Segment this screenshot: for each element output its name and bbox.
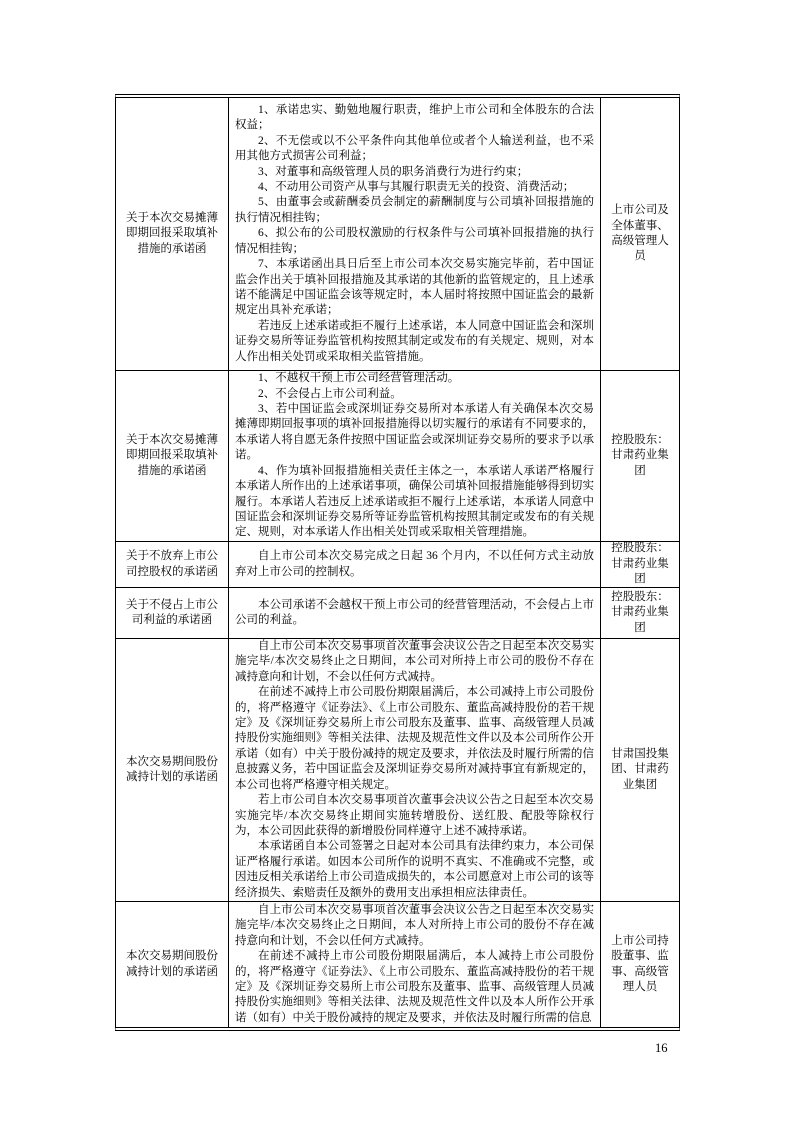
table-row xyxy=(116,98,679,371)
content-paragraph: 自上市公司本次交易完成之日起 36 个月内，不以任何方式主动放弃对上市公司的控制权。 xyxy=(235,550,594,578)
commitment-title-cell: 本次交易期间股份减持计划的承诺函 xyxy=(116,639,229,901)
table-row xyxy=(116,639,679,902)
content-paragraph: 2、不会侵占上市公司利益。 xyxy=(258,387,402,400)
commitment-content-cell xyxy=(229,371,601,541)
content-paragraph: 1、承诺忠实、勤勉地履行职责，维护上市公司和全体股东的合法权益； xyxy=(235,104,594,132)
table-row xyxy=(116,542,679,588)
content-paragraph: 6、拟公布的公司股权激励的行权条件与公司填补回报措施的执行情况相挂钩； xyxy=(235,227,594,255)
commitment-party-cell: 上市公司持股董事、监事、高级管理人员 xyxy=(611,934,669,993)
content-paragraph: 在前述不减持上市公司股份期限届满后，本人减持上市公司股份的，将严格遵守《证券法》、《上市公司股东、董监高减持股份的若干规定》及《深圳证券交易所上市公司股东及董事、监事、高级管理人员减持股份实施细则》等相关法律、法规及规范性文件以及本人所作公开承诺（如有）中关于股份减持的规定及要求，并依法及时履行所需的信息 xyxy=(235,950,594,1024)
content-paragraph: 7、本承诺函出具日后至上市公司本次交易实施完毕前，若中国证监会作出关于填补回报措施及其承诺的其他新的监管规定的，且上述承诺不能满足中国证监会该等规定时，本人届时将按照中国证监会的最新规定出具补充承诺； xyxy=(235,258,594,317)
table-row xyxy=(116,588,679,639)
content-paragraph: 若违反上述承诺或拒不履行上述承诺，本人同意中国证监会和深圳证券交易所等证券监管机构按照其制定或发布的有关规定、规则，对本人作出相关处罚或采取相关监管措施。 xyxy=(235,319,594,363)
content-paragraph: 自上市公司本次交易事项首次董事会决议公告之日起至本次交易实施完毕/本次交易终止之日期间，本人对所持上市公司的股份不存在减持意向和计划，不会以任何方式减持。 xyxy=(235,903,594,947)
content-paragraph: 本承诺函自本公司签署之日起对本公司具有法律约束力，本公司保证严格履行承诺。如因本公司所作的说明不真实、不准确或不完整，或因违反相关承诺给上市公司造成损失的，本公司愿意对上市公司的该等经济损失、索赔责任及额外的费用支出承担相应法律责任。 xyxy=(235,840,594,899)
commitment-party-cell: 甘肃国投集团、甘肃药业集团 xyxy=(611,747,669,791)
content-paragraph: 4、不动用公司资产从事与其履行职责无关的投资、消费活动； xyxy=(258,181,575,194)
commitment-party-cell: 控股股东：甘肃药业集团 xyxy=(611,542,669,586)
content-paragraph: 若上市公司自本次交易事项首次董事会决议公告之日起至本次交易实施完毕/本次交易终止期间实施转增股份、送红股、配股等除权行为，本公司因此获得的新增股份同样遵守上述不减持承诺。 xyxy=(235,794,594,837)
content-paragraph: 4、作为填补回报措施相关责任主体之一，本承诺人承诺严格履行本承诺人所作出的上述承诺事项，确保公司填补回报措施能够得到切实履行。本承诺人若违反上述承诺或拒不履行上述承诺，本承诺人同意中国证监会和深圳证券交易所等证券监管机构按照其制定或发布的有关规定、规则，对本承诺人作出相关处罚或采取相关管理措施。 xyxy=(235,464,594,539)
commitment-party-cell: 控股股东：甘肃药业集团 xyxy=(611,590,669,634)
commitment-title-cell: 关于本次交易摊薄即期回报采取填补措施的承诺函 xyxy=(116,98,229,370)
commitment-title-cell: 本次交易期间股份减持计划的承诺函 xyxy=(116,902,229,1027)
commitment-content-cell xyxy=(229,639,601,901)
commitment-content-cell xyxy=(229,588,601,638)
commitment-content-cell xyxy=(229,98,601,370)
commitment-title-cell: 关于不侵占上市公司利益的承诺函 xyxy=(116,588,229,638)
commitments-table xyxy=(115,94,680,1031)
content-paragraph: 1、不越权干预上市公司经营管理活动。 xyxy=(258,372,460,385)
content-paragraph: 3、对董事和高级管理人员的职务消费行为进行约束； xyxy=(258,165,529,178)
page-number: 16 xyxy=(655,1041,668,1055)
content-paragraph: 3、若中国证监会或深圳证券交易所对本承诺人有关确保本次交易摊薄即期回报事项的填补回报措施得以切实履行的承诺有不同要求的，本承诺人将自愿无条件按照中国证监会或深圳证券交易所的要求予以承诺。 xyxy=(235,403,594,462)
content-paragraph: 5、由董事会或薪酬委员会制定的薪酬制度与公司填补回报措施的执行情况相挂钩； xyxy=(235,196,594,224)
table-row xyxy=(116,371,679,542)
commitment-party-cell: 控股股东：甘肃药业集团 xyxy=(611,433,669,477)
commitment-content-cell xyxy=(229,542,601,587)
table-row xyxy=(116,902,679,1027)
content-paragraph: 自上市公司本次交易事项首次董事会决议公告之日起至本次交易实施完毕/本次交易终止之日期间，本公司对所持上市公司的股份不存在减持意向和计划，不会以任何方式减持。 xyxy=(235,640,594,683)
commitment-title-cell: 关于本次交易摊薄即期回报采取填补措施的承诺函 xyxy=(116,371,229,541)
content-paragraph: 在前述不减持上市公司股份期限届满后，本公司减持上市公司股份的，将严格遵守《证券法》、《上市公司股东、董监高减持股份的若干规定》及《深圳证券交易所上市公司股东及董事、监事、高级管理人员减持股份实施细则》等相关法律、法规及规范性文件以及本公司所作公开承诺（如有）中关于股份减持的规定及要求，并依法及时履行所需的信息披露义务，若中国证监会及深圳证券交易所对减持事宜有新规定的，本公司也将严格遵守相关规定。 xyxy=(235,686,594,791)
commitment-title-cell: 关于不放弃上市公司控股权的承诺函 xyxy=(116,542,229,587)
content-paragraph: 2、不无偿或以不公平条件向其他单位或者个人输送利益，也不采用其他方式损害公司利益； xyxy=(235,134,594,163)
commitment-party-cell: 上市公司及全体董事、高级管理人员 xyxy=(611,204,669,263)
content-paragraph: 本公司承诺不会越权干预上市公司的经营管理活动，不会侵占上市公司的利益。 xyxy=(235,598,594,626)
commitment-content-cell xyxy=(229,902,601,1027)
